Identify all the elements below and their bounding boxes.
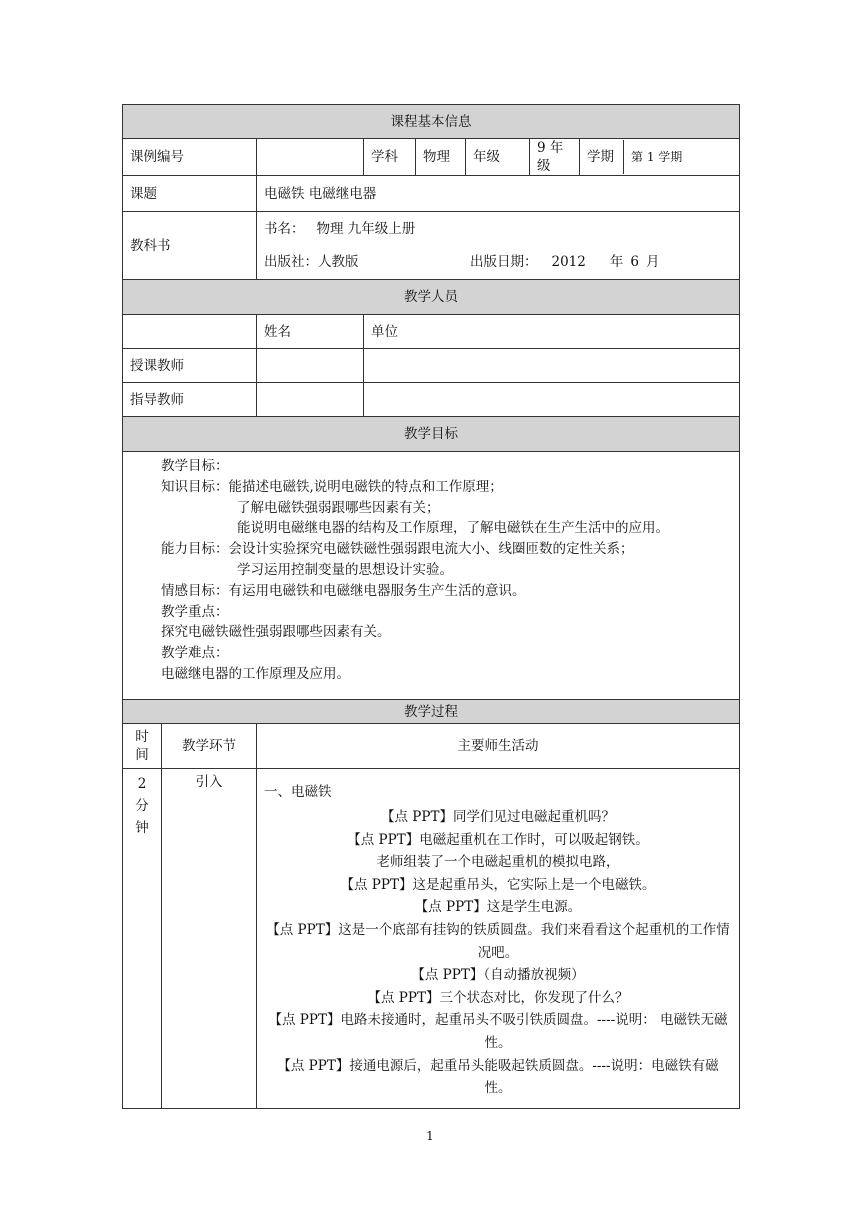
advisor-unit [364,383,740,417]
page-number: 1 [426,1129,434,1143]
activity-label: 主要师生活动 [257,724,740,769]
goal-line: 能说明电磁继电器的结构及工作原理，了解电磁铁在生产生活中的应用。 [237,520,669,537]
goals-content [123,452,740,700]
activity-line: 【点 PPT】接通电源后，起重吊头能吸起铁质圆盘。----说明：电磁铁有磁性。 [277,1057,719,1097]
activity-line: 【点 PPT】电路未接通时，起重吊头不吸引铁质圆盘。----说明： 电磁铁无磁性。 [268,1012,728,1051]
staff-blank-cell [123,315,257,349]
term-value: 第 1 学期 [631,150,683,164]
book-name-value: 物理 九年级上册 [316,221,416,237]
unit-label: 单位 [364,315,740,349]
activity-line: 老师组装了一个电磁起重机的模拟电路， [376,854,620,871]
goal-line: 探究电磁铁磁性强弱跟哪些因素有关。 [161,624,391,641]
lesson-plan-table [122,104,740,1109]
teacher-unit [364,349,740,383]
goal-line: 电磁继电器的工作原理及应用。 [161,665,350,682]
advisor-label: 指导教师 [123,383,257,417]
publisher-label: 出版社： [264,254,318,270]
goal-line: 教学难点： [161,645,229,662]
goal-line: 知识目标：能描述电磁铁,说明电磁铁的特点和工作原理； [161,478,503,495]
name-label: 姓名 [257,315,364,349]
subject-label: 学科 [364,139,416,176]
section-header-staff: 教学人员 [123,280,740,315]
goal-line: 了解电磁铁强弱跟哪些因素有关； [237,499,440,516]
row-stage: 引入 [162,769,257,1109]
goal-line: 教学重点： [161,603,229,620]
teacher-label: 授课教师 [123,349,257,383]
activity-line: 【点 PPT】三个状态对比，你发现了什么？ [367,989,629,1006]
teacher-name [257,349,364,383]
pubdate-month-unit: 月 [645,254,660,270]
topic-value: 电磁铁 电磁继电器 [257,176,740,212]
case-no-value [257,139,364,176]
textbook-label: 教科书 [123,212,257,280]
pubdate-year: 2012 [551,254,586,270]
section-header-goals: 教学目标 [123,417,740,452]
pubdate-year-unit: 年 [609,254,624,270]
stage-label: 教学环节 [162,724,257,769]
activity-line: 【点 PPT】（自动播放视频） [411,967,585,984]
term-cell [580,139,740,176]
activity-heading: 一、电磁铁 [264,784,332,800]
goal-line: 能力目标：会设计实验探究电磁铁磁性强弱跟电流大小、线圈匝数的定性关系； [161,541,634,558]
row-activities [257,769,740,1109]
row-time: 2分钟 [123,769,162,1109]
activity-line: 【点 PPT】电磁起重机在工作时，可以吸起钢铁。 [347,831,649,848]
goal-line: 学习运用控制变量的思想设计实验。 [237,561,453,578]
subject-value: 物理 [416,139,466,176]
goal-line: 教学目标： [161,458,229,474]
topic-label: 课题 [123,176,257,212]
term-label: 学期 [580,140,624,174]
pubdate-label: 出版日期： [470,254,538,270]
advisor-name [257,383,364,417]
time-label: 时间 [123,724,162,769]
pubdate-month: 6 [630,254,639,270]
case-no-label: 课例编号 [123,139,257,176]
activity-line: 【点 PPT】同学们见过电磁起重机吗？ [381,809,615,825]
grade-label: 年级 [466,139,530,176]
activity-line: 【点 PPT】这是起重吊头，它实际上是一个电磁铁。 [340,876,656,893]
book-name-label: 书名： [264,221,305,237]
section-header-basic: 课程基本信息 [123,105,740,139]
activity-line: 【点 PPT】这是学生电源。 [414,899,582,916]
publisher-value: 人教版 [318,254,359,270]
goal-line: 情感目标：有运用电磁铁和电磁继电器服务生产生活的意识。 [161,582,526,599]
grade-value: 9 年级 [530,139,580,176]
section-header-process: 教学过程 [123,700,740,724]
activity-line: 【点 PPT】这是一个底部有挂钩的铁质圆盘。我们来看看这个起重机的工作情况吧。 [266,921,730,961]
textbook-info [257,212,740,280]
